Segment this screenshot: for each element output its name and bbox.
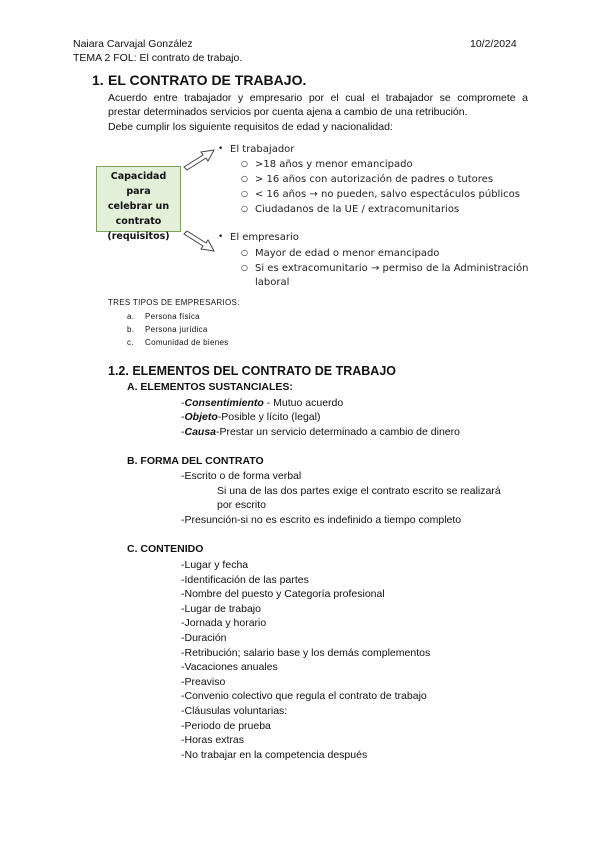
sub-bullet-icon: ○ bbox=[241, 204, 248, 213]
topic-title: TEMA 2 FOL: El contrato de trabajo. bbox=[73, 52, 243, 64]
list-item: -No trabajar en la competencia después bbox=[181, 748, 368, 761]
sub-bullet-icon: ○ bbox=[241, 174, 248, 183]
employer-type-item: Persona física bbox=[145, 312, 200, 321]
list-marker: b. bbox=[127, 325, 135, 334]
section-1-number: 1. bbox=[92, 72, 104, 88]
list-item: -Jornada y horario bbox=[181, 617, 267, 630]
section-a-title: A. ELEMENTOS SUSTANCIALES: bbox=[127, 381, 293, 393]
element-item: -Causa-Prestar un servicio determinado a cambio de dinero bbox=[181, 426, 460, 438]
element-item: -Objeto-Posible y lícito (legal) bbox=[181, 411, 321, 423]
sub-bullet-icon: ○ bbox=[241, 248, 248, 257]
list-item: -Convenio colectivo que regula el contrato de trabajo bbox=[181, 690, 427, 703]
worker-item: >18 años y menor emancipado bbox=[255, 159, 413, 170]
form-line: -Presunción-si no es escrito es indefinido a tiempo completo bbox=[181, 514, 462, 526]
list-item: -Lugar y fecha bbox=[181, 559, 249, 571]
list-item: -Retribución; salario base y los demás complementos bbox=[181, 646, 431, 659]
section-1-2-title: 1.2. ELEMENTOS DEL CONTRATO DE TRABAJO bbox=[108, 364, 397, 378]
employer-item: Si es extracomunitario → permiso de la Administración bbox=[255, 263, 529, 274]
worker-title: El trabajador bbox=[230, 144, 295, 155]
element-item: -Consentimiento - Mutuo acuerdo bbox=[181, 397, 344, 409]
element-term: Objeto bbox=[184, 411, 218, 423]
employer-type-item: Comunidad de bienes bbox=[145, 338, 229, 347]
list-item: -Horas extras bbox=[181, 734, 245, 747]
worker-item: < 16 años → no pueden, salvo espectáculos públicos bbox=[255, 189, 520, 200]
element-term: Causa bbox=[184, 426, 217, 438]
list-item: -Identificación de las partes bbox=[181, 573, 309, 586]
list-item: -Lugar de trabajo bbox=[181, 602, 261, 615]
content-list bbox=[181, 558, 430, 762]
form-line: -Escrito o de forma verbal bbox=[181, 470, 302, 482]
list-marker: c. bbox=[127, 338, 134, 347]
list-marker: a. bbox=[127, 312, 135, 321]
form-line: Si una de las dos partes exige el contrato escrito se realizará bbox=[217, 485, 501, 497]
employer-item-continued: laboral bbox=[255, 277, 290, 288]
list-item: -Duración bbox=[181, 631, 227, 644]
form-line: por escrito bbox=[217, 499, 267, 511]
sub-bullet-icon: ○ bbox=[241, 159, 248, 168]
definition-line-2: prestar determinados servicios por cuenta ajena a cambio de una retribución. bbox=[108, 106, 468, 118]
definition-line-1: Acuerdo entre trabajador y empresario por el cual el trabajador se compromete a bbox=[108, 92, 528, 104]
capacity-box bbox=[96, 166, 181, 242]
author-name: Naiara Carvajal González bbox=[73, 38, 193, 50]
capacity-box-line-4: (requisitos) bbox=[107, 231, 170, 242]
section-c-title: C. CONTENIDO bbox=[127, 543, 204, 555]
section-1-title: EL CONTRATO DE TRABAJO. bbox=[108, 72, 307, 88]
sub-bullet-icon: ○ bbox=[241, 189, 248, 198]
capacity-box-line-1: Capacidad para bbox=[110, 171, 167, 197]
list-item: -Periodo de prueba bbox=[181, 719, 271, 732]
list-item: -Vacaciones anuales bbox=[181, 661, 278, 674]
bullet-icon: • bbox=[218, 232, 224, 242]
employer-type-item: Persona jurídica bbox=[145, 325, 208, 334]
arrow-up-right-icon bbox=[183, 143, 217, 173]
list-item: -Cláusulas voluntarias: bbox=[181, 704, 288, 717]
bullet-icon: • bbox=[218, 144, 224, 154]
capacity-box-line-3: contrato bbox=[115, 216, 162, 227]
list-item: -Preaviso bbox=[181, 675, 226, 688]
employer-title: El empresario bbox=[230, 232, 299, 243]
worker-item: > 16 años con autorización de padres o tutores bbox=[255, 174, 494, 185]
list-item: -Nombre del puesto y Categoría profesional bbox=[181, 588, 385, 601]
employer-item: Mayor de edad o menor emancipado bbox=[255, 248, 440, 259]
employer-types-title: TRES TIPOS DE EMPRESARIOS: bbox=[108, 298, 240, 307]
sub-bullet-icon: ○ bbox=[241, 263, 248, 272]
element-term: Consentimiento bbox=[184, 397, 264, 409]
requirement-text: Debe cumplir los siguiente requisitos de edad y nacionalidad: bbox=[108, 121, 393, 133]
worker-item: Ciudadanos de la UE / extracomunitarios bbox=[255, 204, 460, 215]
document-date: 10/2/2024 bbox=[470, 38, 517, 50]
capacity-box-line-2: celebrar un bbox=[107, 201, 170, 212]
section-b-title: B. FORMA DEL CONTRATO bbox=[127, 455, 264, 467]
arrow-down-right-icon bbox=[183, 228, 217, 258]
